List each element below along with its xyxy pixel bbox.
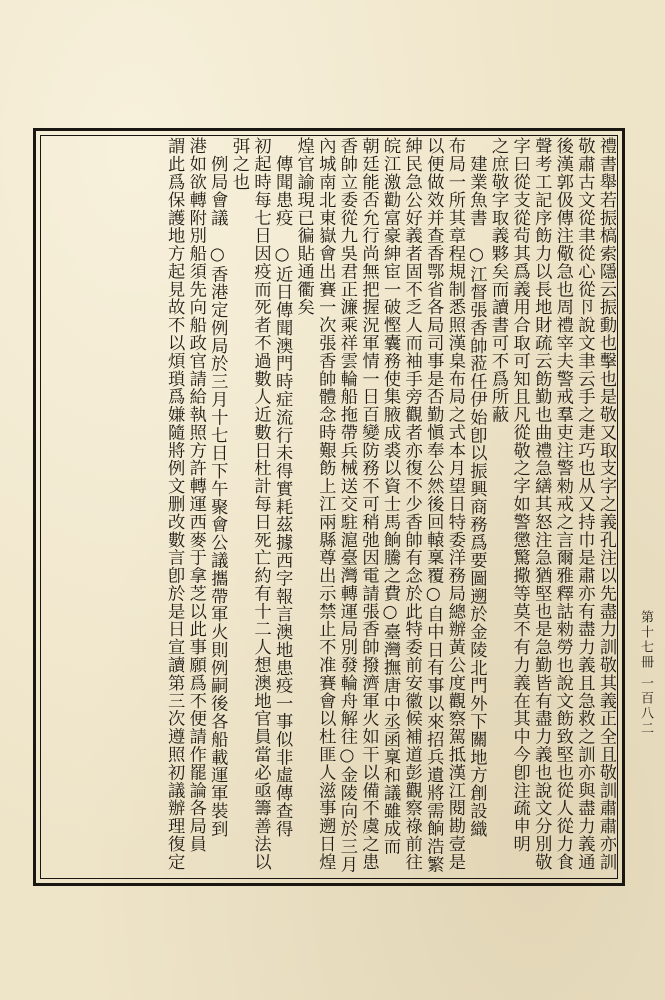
text-column: 初起時每七日因疫而死者不過數人近數日杜計每日死亡約有十二人想澳地官員當必亟籌善法以 bbox=[250, 137, 271, 871]
page-marker: 第十七冊 一百八二 bbox=[638, 610, 653, 737]
text-column: 字曰從支從茍其爲義用合取可知且凡從敬之字如警懲驚擏等莫不有力義在其中今卽注疏申明 bbox=[509, 137, 530, 853]
text-column: 布局一所其章程規制悉照漢臬布局之式本月望日特委洋務局總辦黃公度觀察駕抵漢江閱勘壹是 bbox=[444, 137, 465, 871]
text-column: 煌官諭現已徧貼通衢矣 bbox=[293, 137, 314, 316]
text-column: 傳聞患疫 ○近日傳聞澳門時症流行未得實耗茲據西字報言澳地患疫一事似非虛傳查得 bbox=[272, 155, 293, 838]
text-column: 弭之也 bbox=[228, 137, 249, 191]
text-column: 以便做效并查香鄂省各局司事是否勤愼奉公然後回轅稟覆○自中日有事以來招兵遺將需餉浩繁 bbox=[423, 137, 444, 874]
text-column: 之庶敬字取義夥矣而讀書可不爲所蔽 bbox=[488, 137, 509, 424]
text-column: 內城南北東嶽會出賽一次張香帥體念時艱飭上江兩縣尊出示禁止不准賽會以杜匪人滋事遡日煌 bbox=[315, 137, 336, 871]
text-column: 朝廷能否允行尚無把握況軍情一日百變防務不可稍弛因電請張香帥撥濟軍火如干以備不虞之患 bbox=[358, 137, 379, 871]
text-frame bbox=[33, 128, 625, 886]
text-column: 聲考工記序飭力以長地財疏云飭勤也曲禮急繕其怒注急猶堅也是急勤皆有盡力義也說文分別敬 bbox=[531, 137, 552, 871]
vertical-text-block bbox=[42, 137, 616, 877]
text-column: 謂此爲保護地方起見故不以煩瑣爲嫌隨將例文删改數言卽於是日宣讀第三次遵照初議辦理復定 bbox=[164, 137, 185, 871]
text-column: 港如欲轉附別船須先向船政官請給執照方許轉運西麥于拿芝以此事願爲不便請作罷論各局員 bbox=[185, 137, 206, 853]
text-column: 紳民急公好義者固不乏人而袖手旁觀者亦復不少香帥有念於此特委前安徽候補道彭觀察祿前往 bbox=[401, 137, 422, 871]
text-column: 敬肅古文從聿從心從卪說文聿云手之疌巧也从又持巾是肅亦有盡力義且急救之訓亦與盡力義通 bbox=[574, 137, 595, 871]
text-column: 後漢郭伋傳注儆急也周禮宰夫警戒羣吏注警勑戒之言爾雅釋詁勑勞也說文飭致堅也從人從力食 bbox=[552, 137, 573, 871]
text-column: 建業魚書 ○江督張香帥蒞任伊始卽以振興商務爲要圖遡於金陵北門外下關地方創設織 bbox=[466, 155, 487, 838]
text-column: 例局會議 ○香港定例局於三月十七日下午聚會公議攜帶軍火則例嗣後各船載運軍裝到 bbox=[207, 155, 228, 838]
text-column: 香帥立委從九吳君正濂乘祥雲輪船拖帶兵械送交駐滬臺灣轉運局別發輪舟解往○金陵向於三月 bbox=[336, 137, 357, 874]
text-column: 禮書舉若振槁索隱云振動也擊也是敬又取支字之義孔注以先盡力訓敬其義正全且敬訓肅肅亦訓 bbox=[596, 137, 616, 871]
text-column: 皖江激勸富豪紳宦一破慳囊務使集腋成裘以資士馬餉騰之費○臺灣撫唐中丞函稟和議雖成而 bbox=[380, 137, 401, 856]
